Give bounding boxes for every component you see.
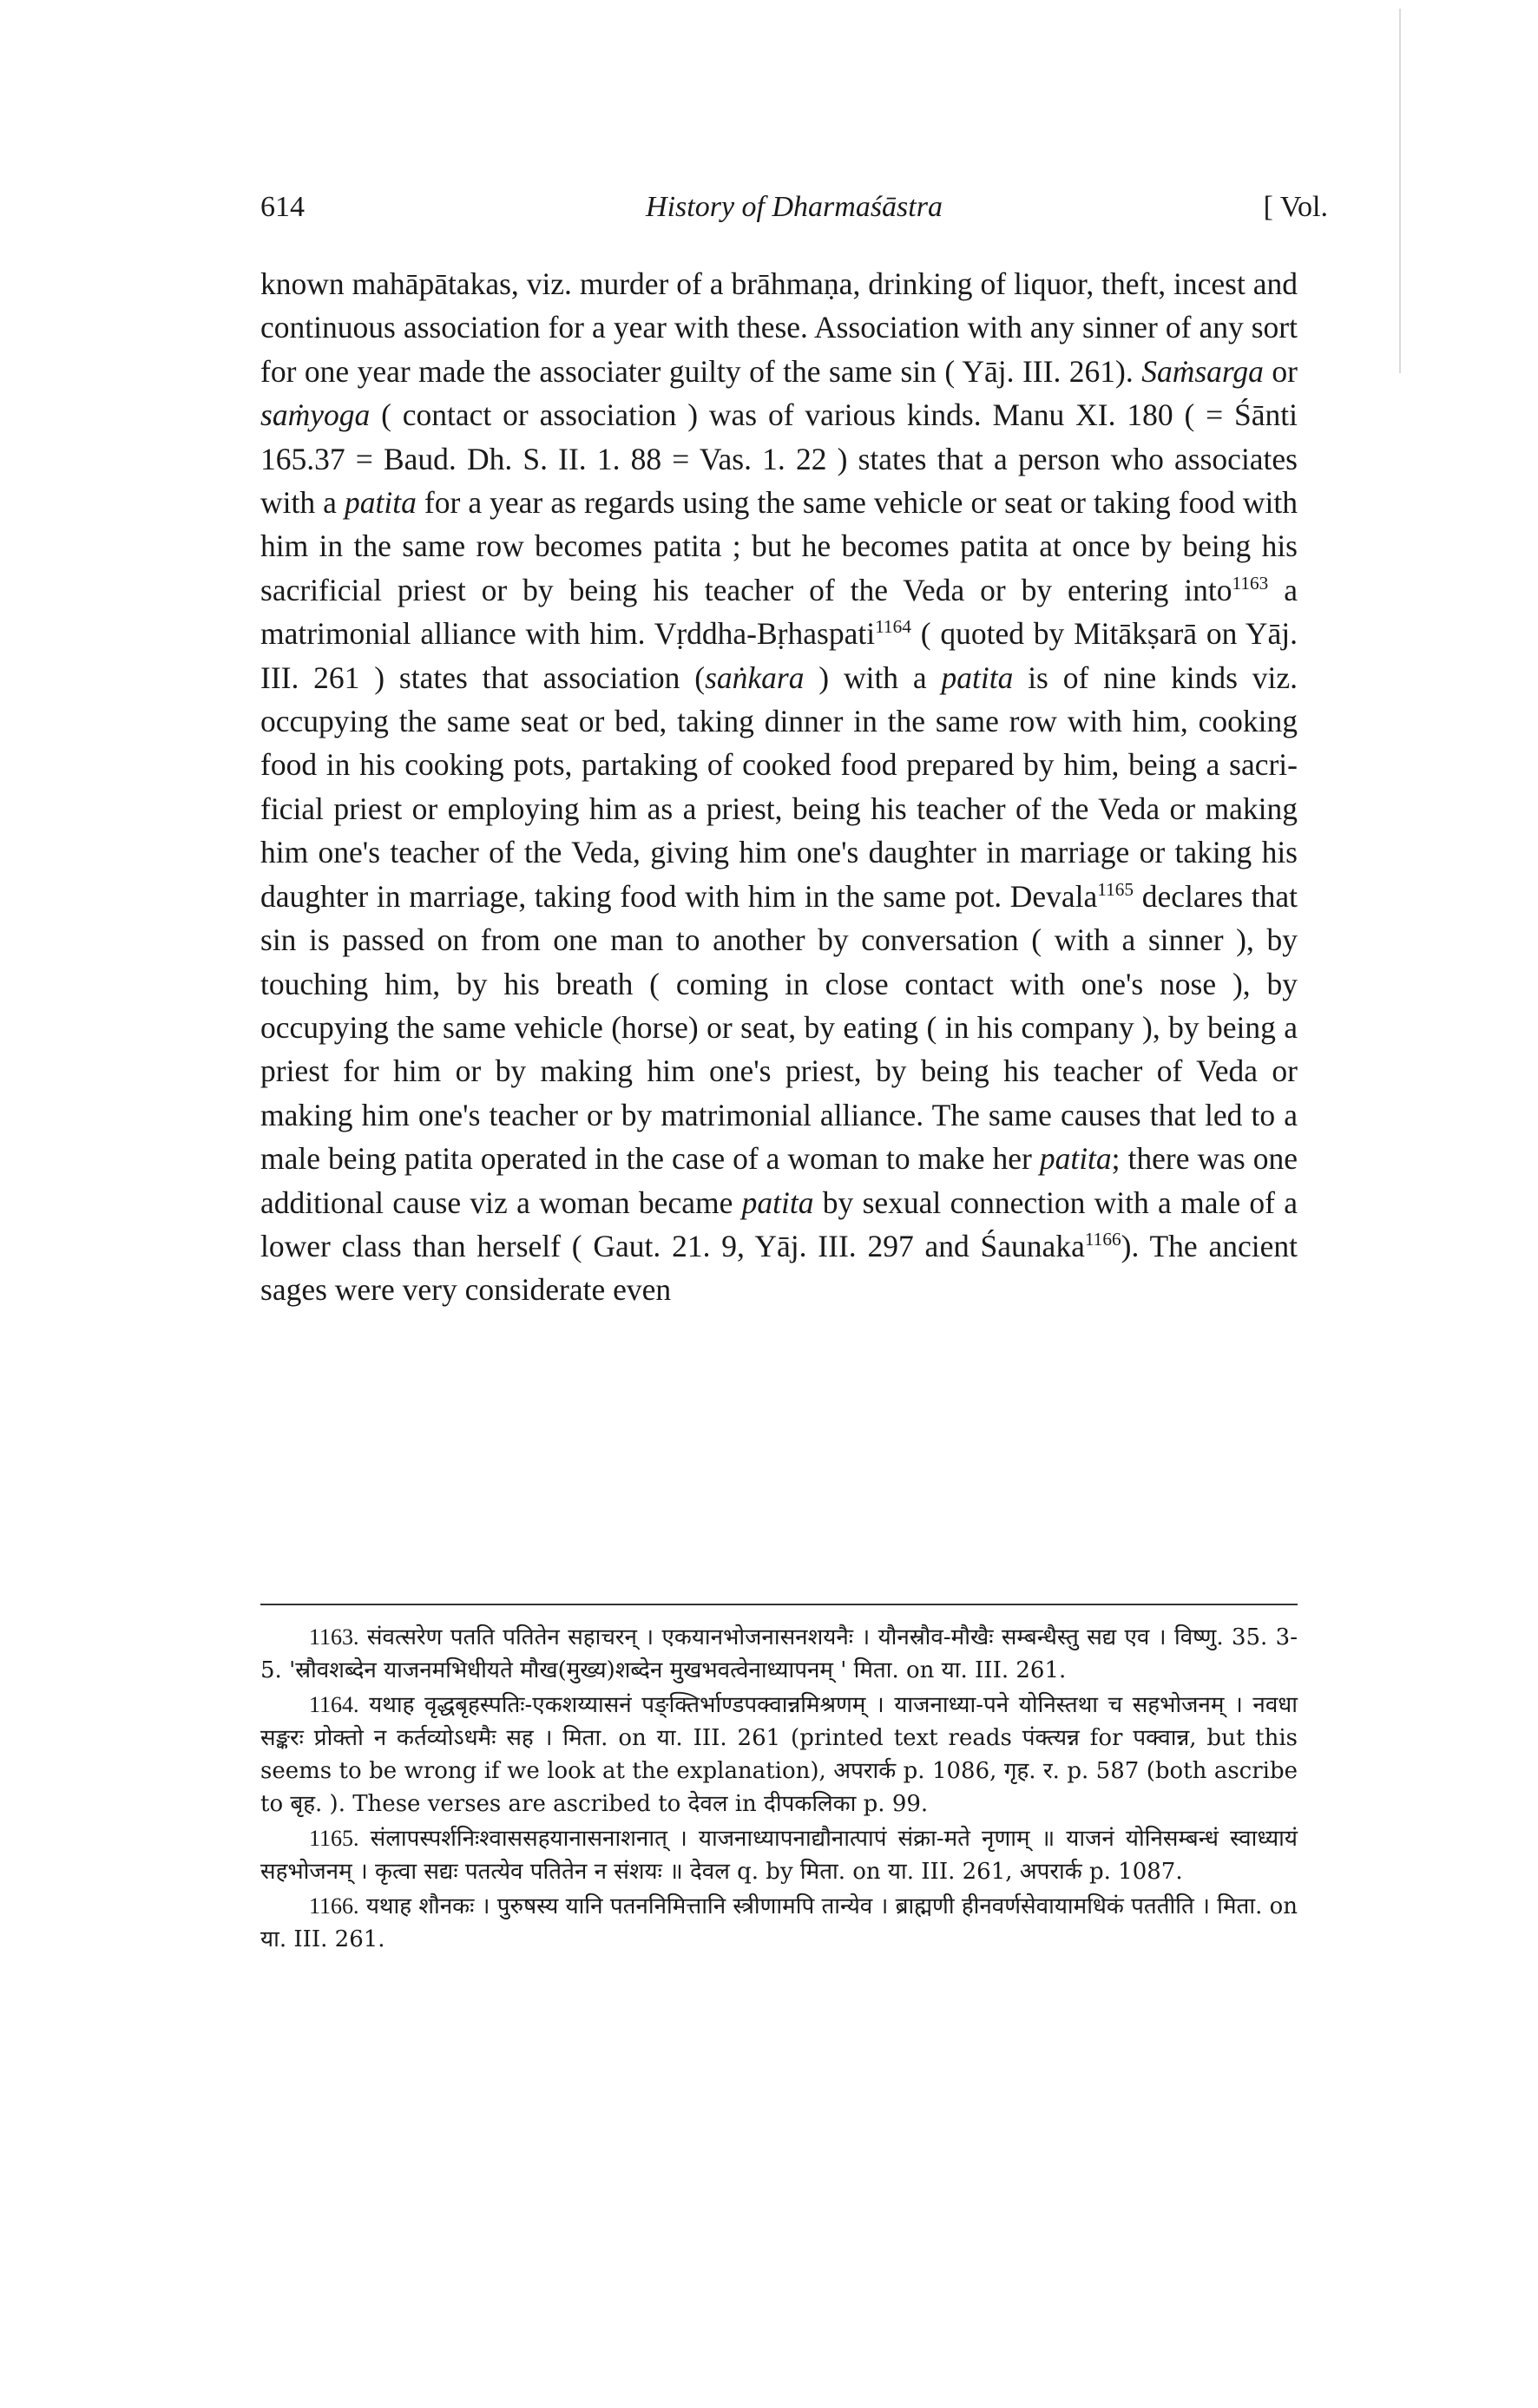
footnote-ref-1165[interactable]: 1165 [1097,878,1134,900]
running-title: History of Dharmaśāstra [646,191,943,223]
body-text [260,262,1298,1312]
footnote-ref-1164[interactable]: 1164 [875,616,911,638]
footnote-1165: 1165. संलापस्पर्शनिःश्वाससहयानासनाशनात् । याजनाध्यापनाद्यौनात्पापं संक्रा-मते नृणाम् ॥ याजनं योनिसम्बन्धं स्वाध्यायं सहभोजनम् । कृत्वा सद्यः पतत्येव पतितेन न संशयः ॥ देवल q. by मिता. on या. III. 261, अपरार्क p. 1087. [260,1826,1298,1885]
volume-marker: [ Vol. [1263,191,1328,223]
footnote-1163: 1163. संवत्सरेण पतति पतितेन सहाचरन् । एकयानभोजनासनशयनैः । यौनस्रौव-मौखैः सम्बन्धैस्तु सद्य एव । विष्णु. 35. 3-5. 'स्रौवशब्देन याजनमभिधीयते मौख(मुख्य)शब्देन मुखभवत्वेनाध्यापनम् ' मिता. on या. III. 261. [260,1624,1298,1683]
page-number: 614 [260,191,305,223]
footnote-1164: 1164. यथाह वृद्धबृहस्पतिः-एकशय्यासनं पङ्क्तिर्भाण्डपक्वान्नमिश्रणम् । याजनाध्या-पने योनिस्तथा च सहभोजनम् । नवधा सङ्करः प्रोक्तो न कर्तव्योऽधमैः सह । मिता. on या. III. 261 (printed text reads पंक्त्यन्न for पक्वान्न, but this seems to be wrong if we look at the explanation), अपरार्क p. 1086, गृह. र. p. 587 (both ascribe to बृह. ). These verses are ascribed to देवल in दीपकलिका p. 99. [260,1692,1298,1817]
footnote-1166: 1166. यथाह शौनकः । पुरुषस्य यानि पतननिमित्तानि स्त्रीणामपि तान्येव । ब्राह्मणी हीनवर्णसेवायामधिकं पततीति । मिता. on या. III. 261. [260,1893,1298,1952]
footnotes [260,1621,1298,1958]
page-edge-line [1399,9,1401,373]
body-paragraph: known mahāpātakas, viz. murder of a brāhmaṇa, drinking of liquor, theft, incest and continuous association for a year with these. Association with any sinner of any sort for one year made the associater guilty of the same sin ( Yāj. III. 261). Saṁsarga or saṁyoga ( contact or association ) was of various kinds. Manu XI. 180 ( = Śānti 165.37 = Baud. Dh. S. II. 1. 88 = Vas. 1. 22 ) states that a person who associates with a patita for a year as regards using the same vehicle or seat or taking food with him in the same row becomes patita ; but he becomes patita at once by being his sacrificial priest or by being his teacher of the Veda or by entering into$^{1163}$ a matrimonial alliance with him. Vṛddha-Bṛhaspati$^{1164}$ ( quoted by Mitākṣarā on Yāj. III. 261 ) states that association (saṅkara ) with a patita is of nine kinds viz. occupying the same seat or bed, taking dinner in the same row with him, cooking food in his cooking pots, partaking of cooked food prepared by him, being a sacrificial priest or employing him as a priest, being his teacher of the Veda or making him one's teacher of the Veda, giving him one's daughter in marriage or taking his daughter in marriage, taking food with him in the same pot. Devala$^{1165}$ declares that sin is passed on from one man to another by conversation ( with a sinner ), by touching him, by his breath ( coming in close contact with one's nose ), by occupying the same vehicle (horse) or seat, by eating ( in his company ), by being a priest for him or by making him one's priest, by being his teacher of Veda or making him one's teacher or by matrimonial alliance. The same causes that led to a male being patita operated in the case of a woman to make her patita; there was one additional cause viz a woman became patita by sexual connection with a male of a lower class than herself ( Gaut. 21. 9, Yāj. III. 297 and Śaunaka$^{1166}$). The ancient sages were very considerate even [260,266,1298,1308]
footnote-ref-1163[interactable]: 1163 [1232,573,1269,594]
page-header [260,191,1328,234]
footnote-divider [260,1604,1298,1605]
footnote-ref-1166[interactable]: 1166 [1084,1229,1121,1250]
